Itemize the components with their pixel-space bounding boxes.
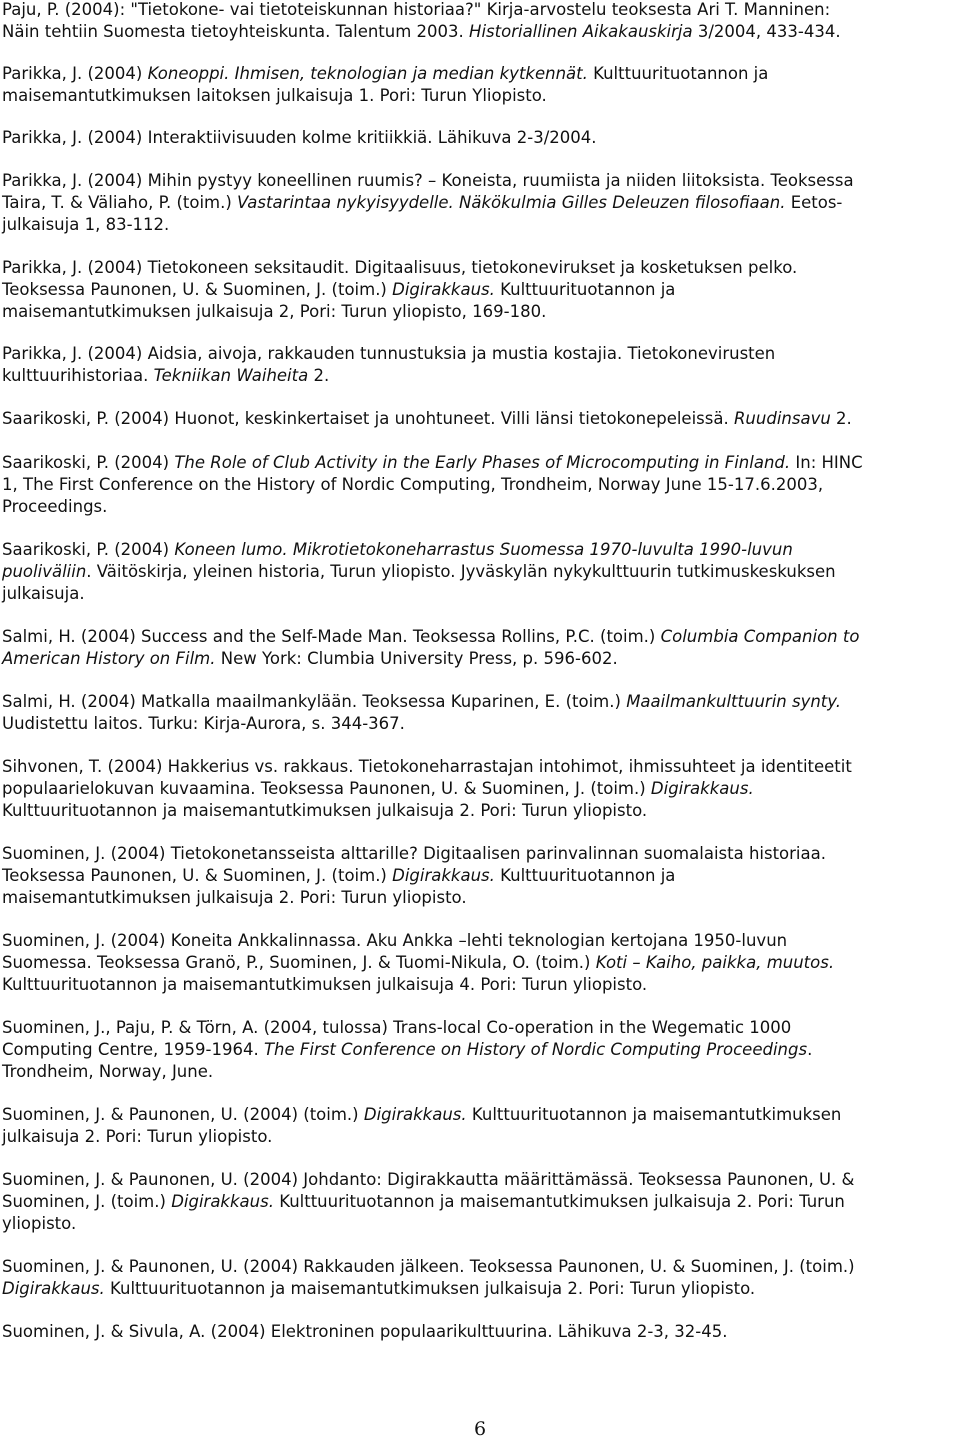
reference-text: Salmi, H. (2004) Matkalla maailmankylään. Teoksessa Kuparinen, E. (toim.) — [2, 692, 627, 711]
reference-title-italic: The First Conference on History of Nordic Computing Proceedings — [263, 1040, 808, 1059]
reference-title-italic: Ruudinsavu — [733, 409, 831, 428]
reference-text: Suominen, J. & Sivula, A. (2004) Elektroninen populaarikulttuurina. Lähikuva 2-3, 32-45. — [2, 1322, 728, 1341]
reference-text: . — [807, 1040, 813, 1059]
reference-title-italic: Digirakkaus. — [650, 779, 754, 798]
reference-title-italic: American History on Film. — [2, 649, 216, 668]
reference-line — [2, 1278, 958, 1300]
reference-line — [2, 408, 958, 430]
reference-title-italic: Vastarintaa nykyisyydelle. Näkökulmia Gilles Deleuzen filosofiaan. — [237, 193, 786, 212]
reference-text: Paju, P. (2004): "Tietokone- vai tietoteiskunnan historiaa?" Kirja-arvostelu teoksesta Ari T. Manninen: — [2, 0, 831, 19]
reference-text: Suominen, J. (toim.) — [2, 1192, 172, 1211]
reference-line — [2, 539, 958, 561]
reference-entry — [2, 257, 958, 323]
reference-text: Kulttuurituotannon ja maisemantutkimuksen julkaisuja 2. Pori: Turun — [273, 1192, 845, 1211]
reference-line — [2, 301, 958, 323]
reference-text: 1, The First Conference on the History of Nordic Computing, Trondheim, Norway June 15-17.6.2003, — [2, 475, 824, 494]
reference-text: Kulttuurituotannon ja maisemantutkimuksen julkaisuja 2. Pori: Turun yliopisto. — [104, 1279, 756, 1298]
reference-line — [2, 1321, 958, 1343]
reference-line — [2, 974, 958, 996]
reference-text: . Väitöskirja, yleinen historia, Turun yliopisto. Jyväskylän nykykulttuurin tutkimuskeskuksen — [86, 562, 836, 581]
reference-entry — [2, 930, 958, 996]
reference-text: yliopisto. — [2, 1214, 77, 1233]
reference-line — [2, 452, 958, 474]
reference-entry — [2, 1256, 958, 1300]
reference-line — [2, 1017, 958, 1039]
reference-text: In: HINC — [790, 453, 863, 472]
reference-text: Suomessa. Teoksessa Granö, P., Suominen, J. & Tuomi-Nikula, O. (toim.) — [2, 953, 596, 972]
reference-line — [2, 21, 958, 43]
reference-title-italic: Digirakkaus. — [2, 1279, 105, 1298]
reference-line — [2, 192, 958, 214]
reference-line — [2, 1061, 958, 1083]
reference-text: Teoksessa Paunonen, U. & Suominen, J. (toim.) — [2, 866, 393, 885]
reference-line — [2, 865, 958, 887]
reference-line — [2, 691, 958, 713]
reference-text: maisemantutkimuksen julkaisuja 2, Pori: Turun yliopisto, 169-180. — [2, 302, 547, 321]
reference-text: Suominen, J. & Paunonen, U. (2004) Rakkauden jälkeen. Teoksessa Paunonen, U. & Suominen, J. (toim.) — [2, 1257, 855, 1276]
reference-text: populaarielokuvan kuvaamina. Teoksessa Paunonen, U. & Suominen, J. (toim.) — [2, 779, 651, 798]
reference-text: Suominen, J., Paju, P. & Törn, A. (2004, tulossa) Trans-local Co-operation in the Wegematic 1000 — [2, 1018, 792, 1037]
reference-title-italic: Columbia Companion to — [660, 627, 860, 646]
reference-line — [2, 127, 958, 149]
reference-text: Computing Centre, 1959-1964. — [2, 1040, 264, 1059]
reference-entry — [2, 539, 958, 605]
reference-text: Parikka, J. (2004) Aidsia, aivoja, rakkauden tunnustuksia ja mustia kostajia. Tietokonevirusten — [2, 344, 776, 363]
reference-entry — [2, 1321, 958, 1343]
reference-line — [2, 170, 958, 192]
reference-text: Kulttuurituotannon ja — [494, 280, 676, 299]
reference-title-italic: Maailmankulttuurin synty. — [626, 692, 841, 711]
reference-text: Sihvonen, T. (2004) Hakkerius vs. rakkaus. Tietokoneharrastajan intohimot, ihmissuhteet ja identiteetit — [2, 757, 852, 776]
reference-title-italic: Koneoppi. Ihmisen, teknologian ja median kytkennät. — [147, 64, 588, 83]
reference-text: kulttuurihistoriaa. — [2, 366, 154, 385]
reference-text: Taira, T. & Väliaho, P. (toim.) — [2, 193, 238, 212]
page-number: 6 — [473, 1418, 487, 1440]
reference-entry — [2, 343, 958, 387]
reference-text: New York: Clumbia University Press, p. 596-602. — [215, 649, 618, 668]
reference-text: maisemantutkimuksen laitoksen julkaisuja 1. Pori: Turun Yliopisto. — [2, 86, 547, 105]
reference-text: Parikka, J. (2004) Interaktiivisuuden kolme kritiikkiä. Lähikuva 2-3/2004. — [2, 128, 597, 147]
reference-entry — [2, 1017, 958, 1083]
reference-line — [2, 583, 958, 605]
reference-line — [2, 257, 958, 279]
reference-line — [2, 887, 958, 909]
reference-text: maisemantutkimuksen julkaisuja 2. Pori: Turun yliopisto. — [2, 888, 467, 907]
reference-text: Parikka, J. (2004) — [2, 64, 148, 83]
reference-title-italic: Digirakkaus. — [392, 866, 495, 885]
reference-text: julkaisuja 1, 83-112. — [2, 215, 170, 234]
reference-line — [2, 1213, 958, 1235]
reference-text: Näin tehtiin Suomesta tietoyhteiskunta. Talentum 2003. — [2, 22, 470, 41]
reference-line — [2, 1039, 958, 1061]
reference-line — [2, 648, 958, 670]
reference-title-italic: Koneen lumo. Mikrotietokoneharrastus Suomessa 1970-luvulta 1990-luvun — [174, 540, 793, 559]
reference-line — [2, 85, 958, 107]
reference-title-italic: Digirakkaus. — [171, 1192, 274, 1211]
reference-line — [2, 952, 958, 974]
reference-text: Suominen, J. (2004) Tietokonetansseista alttarille? Digitaalisen parinvalinnan suomalaista historiaa. — [2, 844, 826, 863]
reference-text: Proceedings. — [2, 497, 108, 516]
reference-line — [2, 1191, 958, 1213]
reference-title-italic: puoliväliin — [2, 562, 87, 581]
reference-text: Teoksessa Paunonen, U. & Suominen, J. (toim.) — [2, 280, 393, 299]
reference-line — [2, 800, 958, 822]
reference-line — [2, 1169, 958, 1191]
reference-line — [2, 756, 958, 778]
reference-line — [2, 778, 958, 800]
reference-line — [2, 1126, 958, 1148]
reference-line — [2, 713, 958, 735]
reference-text: Kulttuurituotannon ja maisemantutkimuksen julkaisuja 4. Pori: Turun yliopisto. — [2, 975, 648, 994]
reference-line — [2, 626, 958, 648]
reference-text: Kulttuurituotannon ja — [587, 64, 769, 83]
reference-line — [2, 930, 958, 952]
reference-text: Salmi, H. (2004) Success and the Self-Made Man. Teoksessa Rollins, P.C. (toim.) — [2, 627, 661, 646]
reference-text: Saarikoski, P. (2004) Huonot, keskinkertaiset ja unohtuneet. Villi länsi tietokonepeleissä. — [2, 409, 734, 428]
reference-entry — [2, 691, 958, 735]
reference-line — [2, 0, 958, 21]
reference-text: Uudistettu laitos. Turku: Kirja-Aurora, s. 344-367. — [2, 714, 405, 733]
reference-title-italic: Koti – Kaiho, paikka, muutos. — [595, 953, 835, 972]
reference-text: Saarikoski, P. (2004) — [2, 453, 175, 472]
reference-line — [2, 496, 958, 518]
reference-text: Suominen, J. & Paunonen, U. (2004) Johdanto: Digirakkautta määrittämässä. Teoksessa Paunonen, U. & — [2, 1170, 855, 1189]
reference-text: Suominen, J. (2004) Koneita Ankkalinnassa. Aku Ankka –lehti teknologian kertojana 1950-luvun — [2, 931, 788, 950]
reference-title-italic: The Role of Club Activity in the Early Phases of Microcomputing in Finland. — [174, 453, 791, 472]
reference-text: Parikka, J. (2004) Tietokoneen seksitaudit. Digitaalisuus, tietokonevirukset ja kosketuksen pelko. — [2, 258, 798, 277]
reference-line — [2, 365, 958, 387]
reference-entry — [2, 127, 958, 149]
reference-entry — [2, 1169, 958, 1235]
reference-entry — [2, 843, 958, 909]
reference-line — [2, 474, 958, 496]
reference-entry — [2, 408, 958, 430]
reference-text: julkaisuja 2. Pori: Turun yliopisto. — [2, 1127, 273, 1146]
reference-entry — [2, 63, 958, 107]
reference-text: Parikka, J. (2004) Mihin pystyy koneellinen ruumis? – Koneista, ruumiista ja niiden liitoksista. Teoksessa — [2, 171, 854, 190]
reference-line — [2, 561, 958, 583]
reference-line — [2, 279, 958, 301]
reference-line — [2, 214, 958, 236]
reference-text: Kulttuurituotannon ja maisemantutkimuksen julkaisuja 2. Pori: Turun yliopisto. — [2, 801, 648, 820]
reference-line — [2, 1104, 958, 1126]
reference-text: Trondheim, Norway, June. — [2, 1062, 214, 1081]
reference-title-italic: Tekniikan Waiheita — [153, 366, 309, 385]
reference-text: Saarikoski, P. (2004) — [2, 540, 175, 559]
reference-entry — [2, 452, 958, 518]
reference-title-italic: Digirakkaus. — [392, 280, 495, 299]
reference-entry — [2, 756, 958, 822]
reference-entry — [2, 1104, 958, 1148]
reference-line — [2, 343, 958, 365]
reference-text: 3/2004, 433-434. — [692, 22, 841, 41]
reference-entry — [2, 0, 958, 43]
reference-text: Suominen, J. & Paunonen, U. (2004) (toim.) — [2, 1105, 364, 1124]
reference-text: 2. — [830, 409, 852, 428]
reference-entry — [2, 170, 958, 236]
reference-text: Kulttuurituotannon ja — [494, 866, 676, 885]
reference-text: Eetos- — [785, 193, 843, 212]
reference-text: julkaisuja. — [2, 584, 85, 603]
reference-title-italic: Historiallinen Aikakauskirja — [469, 22, 693, 41]
reference-title-italic: Digirakkaus. — [363, 1105, 467, 1124]
reference-line — [2, 843, 958, 865]
reference-entry — [2, 626, 958, 670]
reference-text: Kulttuurituotannon ja maisemantutkimuksen — [466, 1105, 842, 1124]
reference-line — [2, 63, 958, 85]
reference-line — [2, 1256, 958, 1278]
reference-text: 2. — [308, 366, 330, 385]
